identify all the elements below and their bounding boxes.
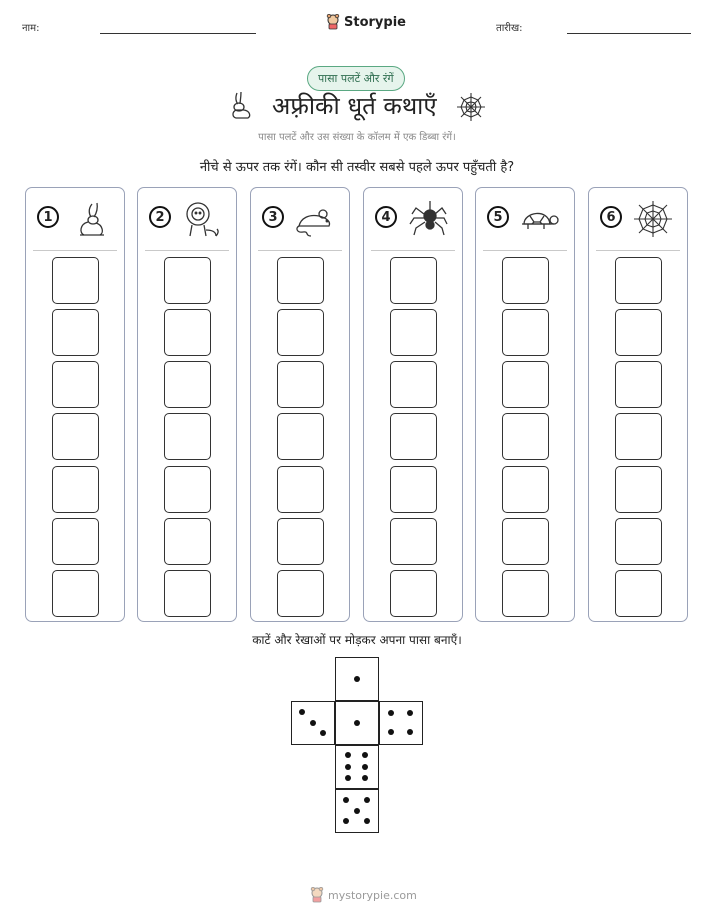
die-pip — [343, 818, 349, 824]
die-pip — [364, 818, 370, 824]
column-divider — [145, 250, 229, 251]
color-box[interactable] — [164, 361, 211, 408]
die-pip — [362, 752, 368, 758]
die-pip — [364, 797, 370, 803]
column-header — [589, 188, 687, 250]
spider-web-icon — [633, 200, 673, 238]
brand-logo — [326, 14, 406, 30]
color-box[interactable] — [277, 309, 324, 356]
color-box[interactable] — [52, 518, 99, 565]
color-box[interactable] — [390, 309, 437, 356]
column-header — [26, 188, 124, 250]
column-divider — [371, 250, 455, 251]
column-2 — [137, 187, 237, 622]
die-pip — [388, 729, 394, 735]
color-box[interactable] — [502, 309, 549, 356]
die-pip — [310, 720, 316, 726]
die-pip — [388, 710, 394, 716]
die-face-3 — [291, 701, 335, 745]
color-box[interactable] — [277, 257, 324, 304]
column-header — [138, 188, 236, 250]
game-instruction: नीचे से ऊपर तक रंगें। कौन सी तस्वीर सबसे पहले ऊपर पहुँचती है? — [199, 160, 515, 175]
footer — [310, 887, 417, 903]
color-box[interactable] — [502, 570, 549, 617]
lion-icon — [182, 200, 222, 238]
color-box[interactable] — [52, 570, 99, 617]
color-box[interactable] — [277, 570, 324, 617]
color-box[interactable] — [277, 518, 324, 565]
color-box[interactable] — [52, 466, 99, 513]
color-box[interactable] — [52, 413, 99, 460]
column-4 — [363, 187, 463, 622]
color-box[interactable] — [502, 518, 549, 565]
color-box[interactable] — [502, 257, 549, 304]
color-box[interactable] — [164, 257, 211, 304]
page-title: अफ़्रीकी धूर्त कथाएँ — [272, 92, 437, 120]
die-face-5 — [335, 789, 379, 833]
color-box[interactable] — [502, 466, 549, 513]
die-face-1 — [335, 701, 379, 745]
footer-site[interactable]: mystorypie.com — [328, 888, 417, 902]
column-number: 6 — [600, 206, 622, 228]
die-pip — [362, 764, 368, 770]
color-box[interactable] — [615, 361, 662, 408]
spider-icon — [408, 200, 448, 238]
date-label: तारीख: — [496, 23, 523, 34]
column-5 — [475, 187, 575, 622]
column-6 — [588, 187, 688, 622]
name-label: नाम: — [22, 23, 40, 34]
color-box[interactable] — [502, 361, 549, 408]
die-face-4 — [379, 701, 423, 745]
color-box[interactable] — [390, 518, 437, 565]
die-pip — [354, 676, 360, 682]
die-instruction: काटें और रेखाओं पर मोड़कर अपना पासा बनाएँ। — [252, 633, 462, 647]
die-pip — [407, 729, 413, 735]
color-box[interactable] — [390, 570, 437, 617]
color-box[interactable] — [390, 257, 437, 304]
die-pip — [345, 764, 351, 770]
column-divider — [258, 250, 342, 251]
storypie-mascot-icon — [310, 887, 324, 903]
die-pip — [345, 775, 351, 781]
storypie-mascot-icon — [326, 14, 340, 30]
color-box[interactable] — [615, 570, 662, 617]
color-box[interactable] — [164, 570, 211, 617]
column-number: 2 — [149, 206, 171, 228]
column-number: 1 — [37, 206, 59, 228]
mouse-icon — [295, 200, 335, 238]
color-box[interactable] — [615, 309, 662, 356]
column-header — [476, 188, 574, 250]
column-divider — [596, 250, 680, 251]
rabbit-icon — [228, 90, 254, 120]
die-pip — [299, 709, 305, 715]
color-box[interactable] — [615, 413, 662, 460]
color-box[interactable] — [164, 309, 211, 356]
color-box[interactable] — [615, 518, 662, 565]
column-1 — [25, 187, 125, 622]
die-pip — [354, 720, 360, 726]
column-3 — [250, 187, 350, 622]
die-pip — [362, 775, 368, 781]
color-box[interactable] — [502, 413, 549, 460]
die-pip — [345, 752, 351, 758]
color-box[interactable] — [52, 361, 99, 408]
color-box[interactable] — [164, 518, 211, 565]
die-pip — [320, 730, 326, 736]
column-divider — [33, 250, 117, 251]
die-pip — [343, 797, 349, 803]
column-number: 4 — [375, 206, 397, 228]
color-box[interactable] — [615, 257, 662, 304]
color-box[interactable] — [164, 466, 211, 513]
color-box[interactable] — [615, 466, 662, 513]
die-pip — [354, 808, 360, 814]
activity-tag: पासा पलटें और रंगें — [307, 66, 405, 91]
brand-name: Storypie — [344, 14, 406, 30]
column-header — [364, 188, 462, 250]
page-subtitle: पासा पलटें और उस संख्या के कॉलम में एक डिब्बा रंगें। — [258, 132, 456, 143]
color-box[interactable] — [52, 257, 99, 304]
die-face-6 — [335, 745, 379, 789]
column-divider — [483, 250, 567, 251]
spider-web-icon — [456, 92, 486, 122]
color-box[interactable] — [277, 413, 324, 460]
column-number: 5 — [487, 206, 509, 228]
date-line[interactable] — [567, 33, 691, 34]
color-box[interactable] — [277, 466, 324, 513]
color-box[interactable] — [277, 361, 324, 408]
color-box[interactable] — [164, 413, 211, 460]
rabbit-icon — [70, 200, 110, 238]
color-box[interactable] — [390, 361, 437, 408]
die-face-1 — [335, 657, 379, 701]
color-box[interactable] — [52, 309, 99, 356]
color-box[interactable] — [390, 413, 437, 460]
color-box[interactable] — [390, 466, 437, 513]
column-number: 3 — [262, 206, 284, 228]
name-line[interactable] — [100, 33, 256, 34]
column-header — [251, 188, 349, 250]
tortoise-icon — [520, 200, 560, 238]
die-pip — [407, 710, 413, 716]
